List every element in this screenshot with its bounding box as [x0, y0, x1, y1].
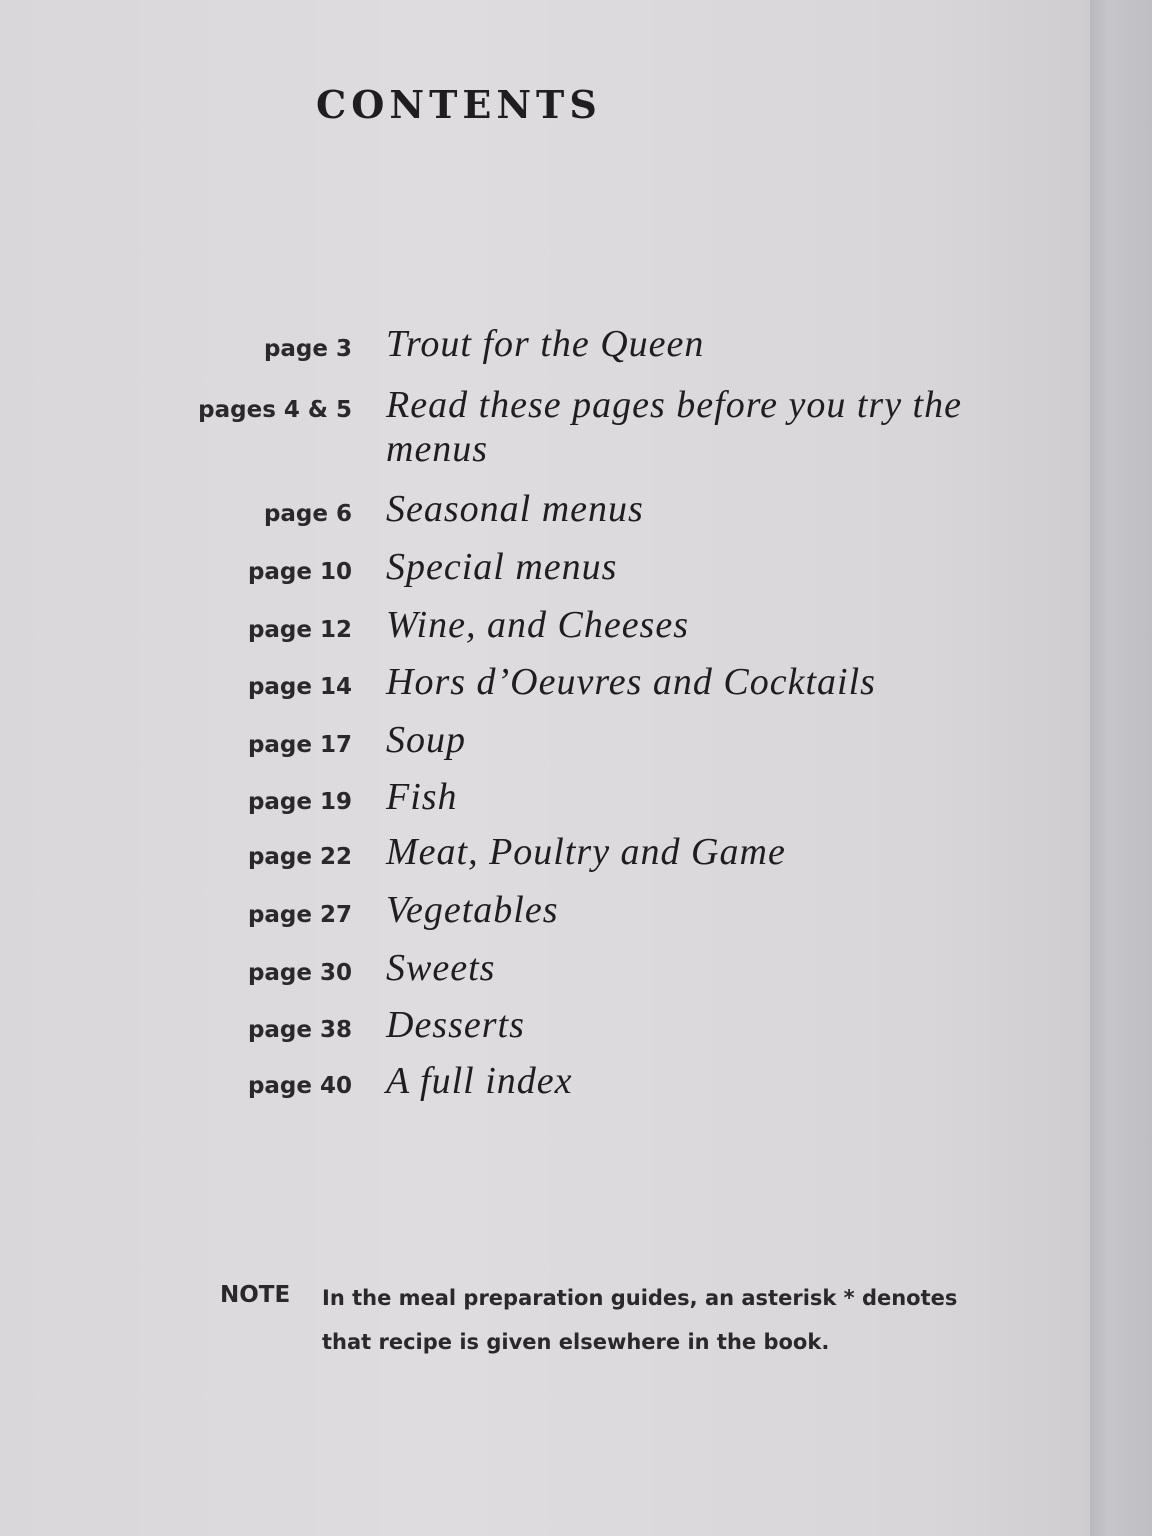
entry-page-number: page 19 [247, 789, 352, 815]
entry-heading: Wine, and Cheeses [386, 604, 690, 646]
entry-page-number: page 38 [247, 1017, 352, 1043]
note-label: NOTE [220, 1282, 291, 1308]
entry-heading: Soup [386, 719, 466, 761]
entry-page-number: page 12 [247, 617, 352, 643]
entry-heading: Seasonal menus [386, 488, 644, 530]
entry-page-number: page 14 [247, 674, 352, 700]
entry-heading: Meat, Poultry and Game [386, 831, 786, 873]
entry-heading: Read these pages before you try the menus [386, 384, 962, 470]
entry-heading: Sweets [386, 947, 496, 989]
entry-heading: Desserts [386, 1004, 525, 1046]
page-title: CONTENTS [316, 82, 602, 127]
entry-page-number: page 3 [263, 336, 352, 362]
entry-page-number: page 22 [247, 844, 352, 870]
next-page-edge [1090, 0, 1152, 1536]
entry-heading: Special menus [386, 546, 618, 588]
entry-heading: Fish [386, 776, 458, 818]
entry-heading: Trout for the Queen [386, 323, 705, 365]
entry-page-number: page 10 [247, 559, 352, 585]
entry-page-number: page 27 [247, 902, 352, 928]
note-text: In the meal preparation guides, an asterisk * denotes that recipe is given elsewhere in the book. [322, 1286, 958, 1354]
entry-heading: A full index [386, 1060, 573, 1102]
entry-page-number: page 6 [263, 501, 352, 527]
entry-page-number: page 17 [247, 732, 352, 758]
entry-page-number: pages 4 & 5 [198, 397, 352, 423]
entry-page-number: page 40 [247, 1073, 352, 1099]
entry-page-number: page 30 [247, 960, 352, 986]
entry-heading: Vegetables [386, 889, 559, 931]
entry-heading: Hors d’Oeuvres and Cocktails [386, 661, 876, 703]
